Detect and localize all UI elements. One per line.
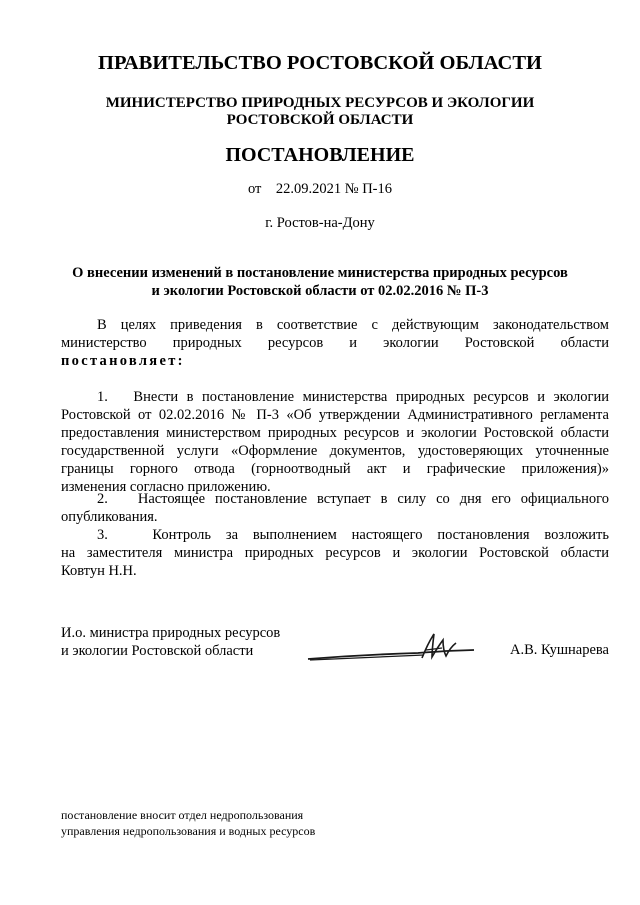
item-1-line2: Ростовской от 02.02.2016 № П-3 «Об утверждении Административного регламента: [61, 407, 609, 423]
item-2-number: 2.: [97, 491, 108, 507]
decree-word: постановляет:: [61, 353, 185, 369]
item-1: [61, 388, 609, 496]
item-1-line4: государственной услуги «Оформление документов, удостоверяющих уточненные: [61, 443, 609, 459]
city: г. Ростов-на-Дону: [265, 215, 375, 231]
signatory-title-line1: И.о. министра природных ресурсов: [61, 625, 281, 641]
item-2-line1: [61, 490, 609, 508]
item-2-line2: опубликования.: [61, 509, 158, 525]
item-3: [61, 526, 609, 580]
ministry-title-line1: МИНИСТЕРСТВО ПРИРОДНЫХ РЕСУРСОВ И ЭКОЛОГИИ: [105, 95, 535, 111]
item-3-number: 3.: [97, 527, 108, 543]
item-3-line1: [61, 526, 609, 544]
preamble: [61, 316, 609, 370]
item-3-line3: Ковтун Н.Н.: [61, 563, 137, 579]
document-date-line: [0, 181, 640, 198]
preamble-line2: министерство природных ресурсов и экологии Ростовской области: [61, 335, 609, 351]
item-1-line6: изменения согласно приложению.: [61, 479, 271, 495]
document-type: ПОСТАНОВЛЕНИЕ: [225, 144, 415, 166]
item-3-text1: Контроль за выполнением настоящего постановления возложить: [152, 527, 610, 543]
item-1-text1: Внести в постановление министерства природных ресурсов и экологии: [133, 389, 610, 405]
item-1-line3: предоставления министерством природных ресурсов и экологии Ростовской области: [61, 425, 609, 441]
footer-line2: управления недропользования и водных ресурсов: [61, 823, 316, 838]
item-1-line1: [61, 388, 609, 406]
document-date: 22.09.2021: [275, 181, 342, 197]
handwritten-signature: [306, 628, 476, 672]
subject-line1: О внесении изменений в постановление министерства природных ресурсов: [72, 265, 568, 281]
subject-line2: и экологии Ростовской области от 02.02.2016 № П-3: [151, 283, 489, 299]
date-prefix: от: [247, 181, 262, 197]
document-number: № П-16: [344, 181, 393, 197]
item-2-text1: Настоящее постановление вступает в силу со дня его официального: [137, 491, 609, 507]
item-2: [61, 490, 609, 526]
item-1-line5: границы горного отвода (горноотводный акт и графические приложения)»: [61, 461, 609, 477]
preamble-line1: В целях приведения в соответствие с действующим законодательством: [97, 317, 609, 333]
ministry-title: [0, 95, 640, 129]
signatory-name: А.В. Кушнарева: [510, 642, 609, 658]
ministry-title-line2: РОСТОВСКОЙ ОБЛАСТИ: [226, 112, 414, 128]
document-subject: [0, 264, 640, 300]
signatory-title-line2: и экологии Ростовской области: [61, 643, 254, 659]
item-3-line2: на заместителя министра природных ресурсов и экологии Ростовской области: [61, 545, 609, 561]
item-1-number: 1.: [97, 389, 108, 405]
government-title: ПРАВИТЕЛЬСТВО РОСТОВСКОЙ ОБЛАСТИ: [98, 52, 542, 74]
footer-line1: постановление вносит отдел недропользования: [61, 808, 304, 822]
document-footer: [61, 808, 315, 839]
signatory-title: [61, 624, 280, 660]
